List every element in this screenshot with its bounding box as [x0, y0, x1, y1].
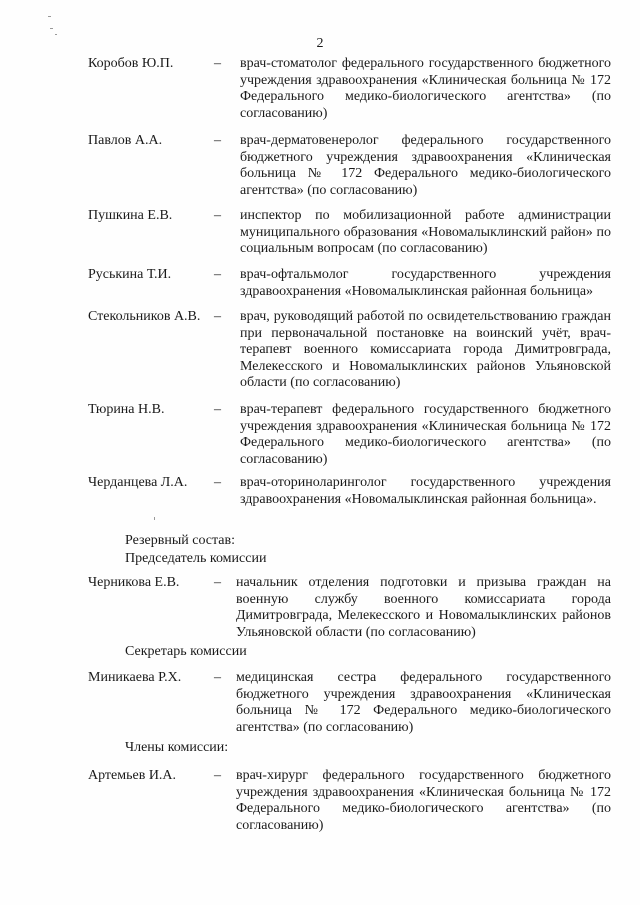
- secretary-name: Миникаева Р.Х.: [88, 670, 182, 685]
- scan-speck: [50, 28, 53, 29]
- dash: –: [214, 768, 221, 783]
- scan-speck: [55, 34, 57, 35]
- scan-speck: [48, 16, 51, 17]
- chairman-description: начальник отделения подготовки и призыва граждан на военную службу военного комиссариата города Димитровграда, Мелекесского и Новомалыклинских районов Ульяновской области (по согласованию): [236, 575, 611, 640]
- member-description: врач-терапевт федерального государственного бюджетного учреждения здравоохранения «Клиническая больница № 172 Федерального медико-биологического агентства» (по согласованию): [240, 402, 611, 467]
- dash: –: [214, 208, 221, 223]
- member-name: Тюрина Н.В.: [88, 402, 165, 417]
- member-name: Руськина Т.И.: [88, 267, 172, 282]
- member-name: Коробов Ю.П.: [88, 56, 174, 71]
- chairman-name: Черникова Е.В.: [88, 575, 180, 590]
- member-description: врач-оториноларинголог государственного учреждения здравоохранения «Новомалыклинская районная больница».: [240, 475, 611, 507]
- member-description: врач-дерматовенеролог федерального государственного бюджетного учреждения здравоохранения «Клиническая больница № 172 Федерального медико-биологического агентства» (по согласованию): [240, 133, 611, 198]
- reserve-heading: Резервный состав:: [125, 533, 236, 548]
- dash: –: [214, 475, 221, 490]
- scan-speck: [154, 517, 155, 520]
- member-name: Павлов А.А.: [88, 133, 163, 148]
- dash: –: [214, 56, 221, 71]
- dash: –: [214, 670, 221, 685]
- dash: –: [214, 402, 221, 417]
- chairman-heading: Председатель комиссии: [125, 551, 267, 566]
- dash: –: [214, 133, 221, 148]
- member-name: Черданцева Л.А.: [88, 475, 188, 490]
- secretary-description: медицинская сестра федерального государственного бюджетного учреждения здравоохранения «Клиническая больница № 172 Федерального медико-биологического агентства» (по согласованию): [236, 670, 611, 735]
- member-description: инспектор по мобилизационной работе администрации муниципального образования «Новомалыклинский район» по социальным вопросам (по согласованию): [240, 208, 611, 256]
- member-name: Пушкина Е.В.: [88, 208, 173, 223]
- reserve-member-name: Артемьев И.А.: [88, 768, 177, 783]
- dash: –: [214, 309, 221, 324]
- member-description: врач-стоматолог федерального государственного бюджетного учреждения здравоохранения «Клиническая больница № 172 Федерального медико-биологического агентства» (по согласованию): [240, 56, 611, 121]
- member-description: врач-офтальмолог государственного учреждения здравоохранения «Новомалыклинская районная больница»: [240, 267, 611, 299]
- members-heading: Члены комиссии:: [125, 740, 229, 755]
- member-description: врач, руководящий работой по освидетельствованию граждан при первоначальной постановке на воинский учёт, врач-терапевт военного комиссариата города Димитровграда, Мелекесского и Новомалыклинских районов Ульяновской области (по согласованию): [240, 309, 611, 390]
- member-name: Стекольников А.В.: [88, 309, 201, 324]
- dash: –: [214, 575, 221, 590]
- secretary-heading: Секретарь комиссии: [125, 644, 247, 659]
- reserve-member-description: врач-хирург федерального государственного бюджетного учреждения здравоохранения «Клиническая больница № 172 Федерального медико-биологического агентства» (по согласованию): [236, 768, 611, 833]
- dash: –: [214, 267, 221, 282]
- page-number: 2: [316, 36, 324, 51]
